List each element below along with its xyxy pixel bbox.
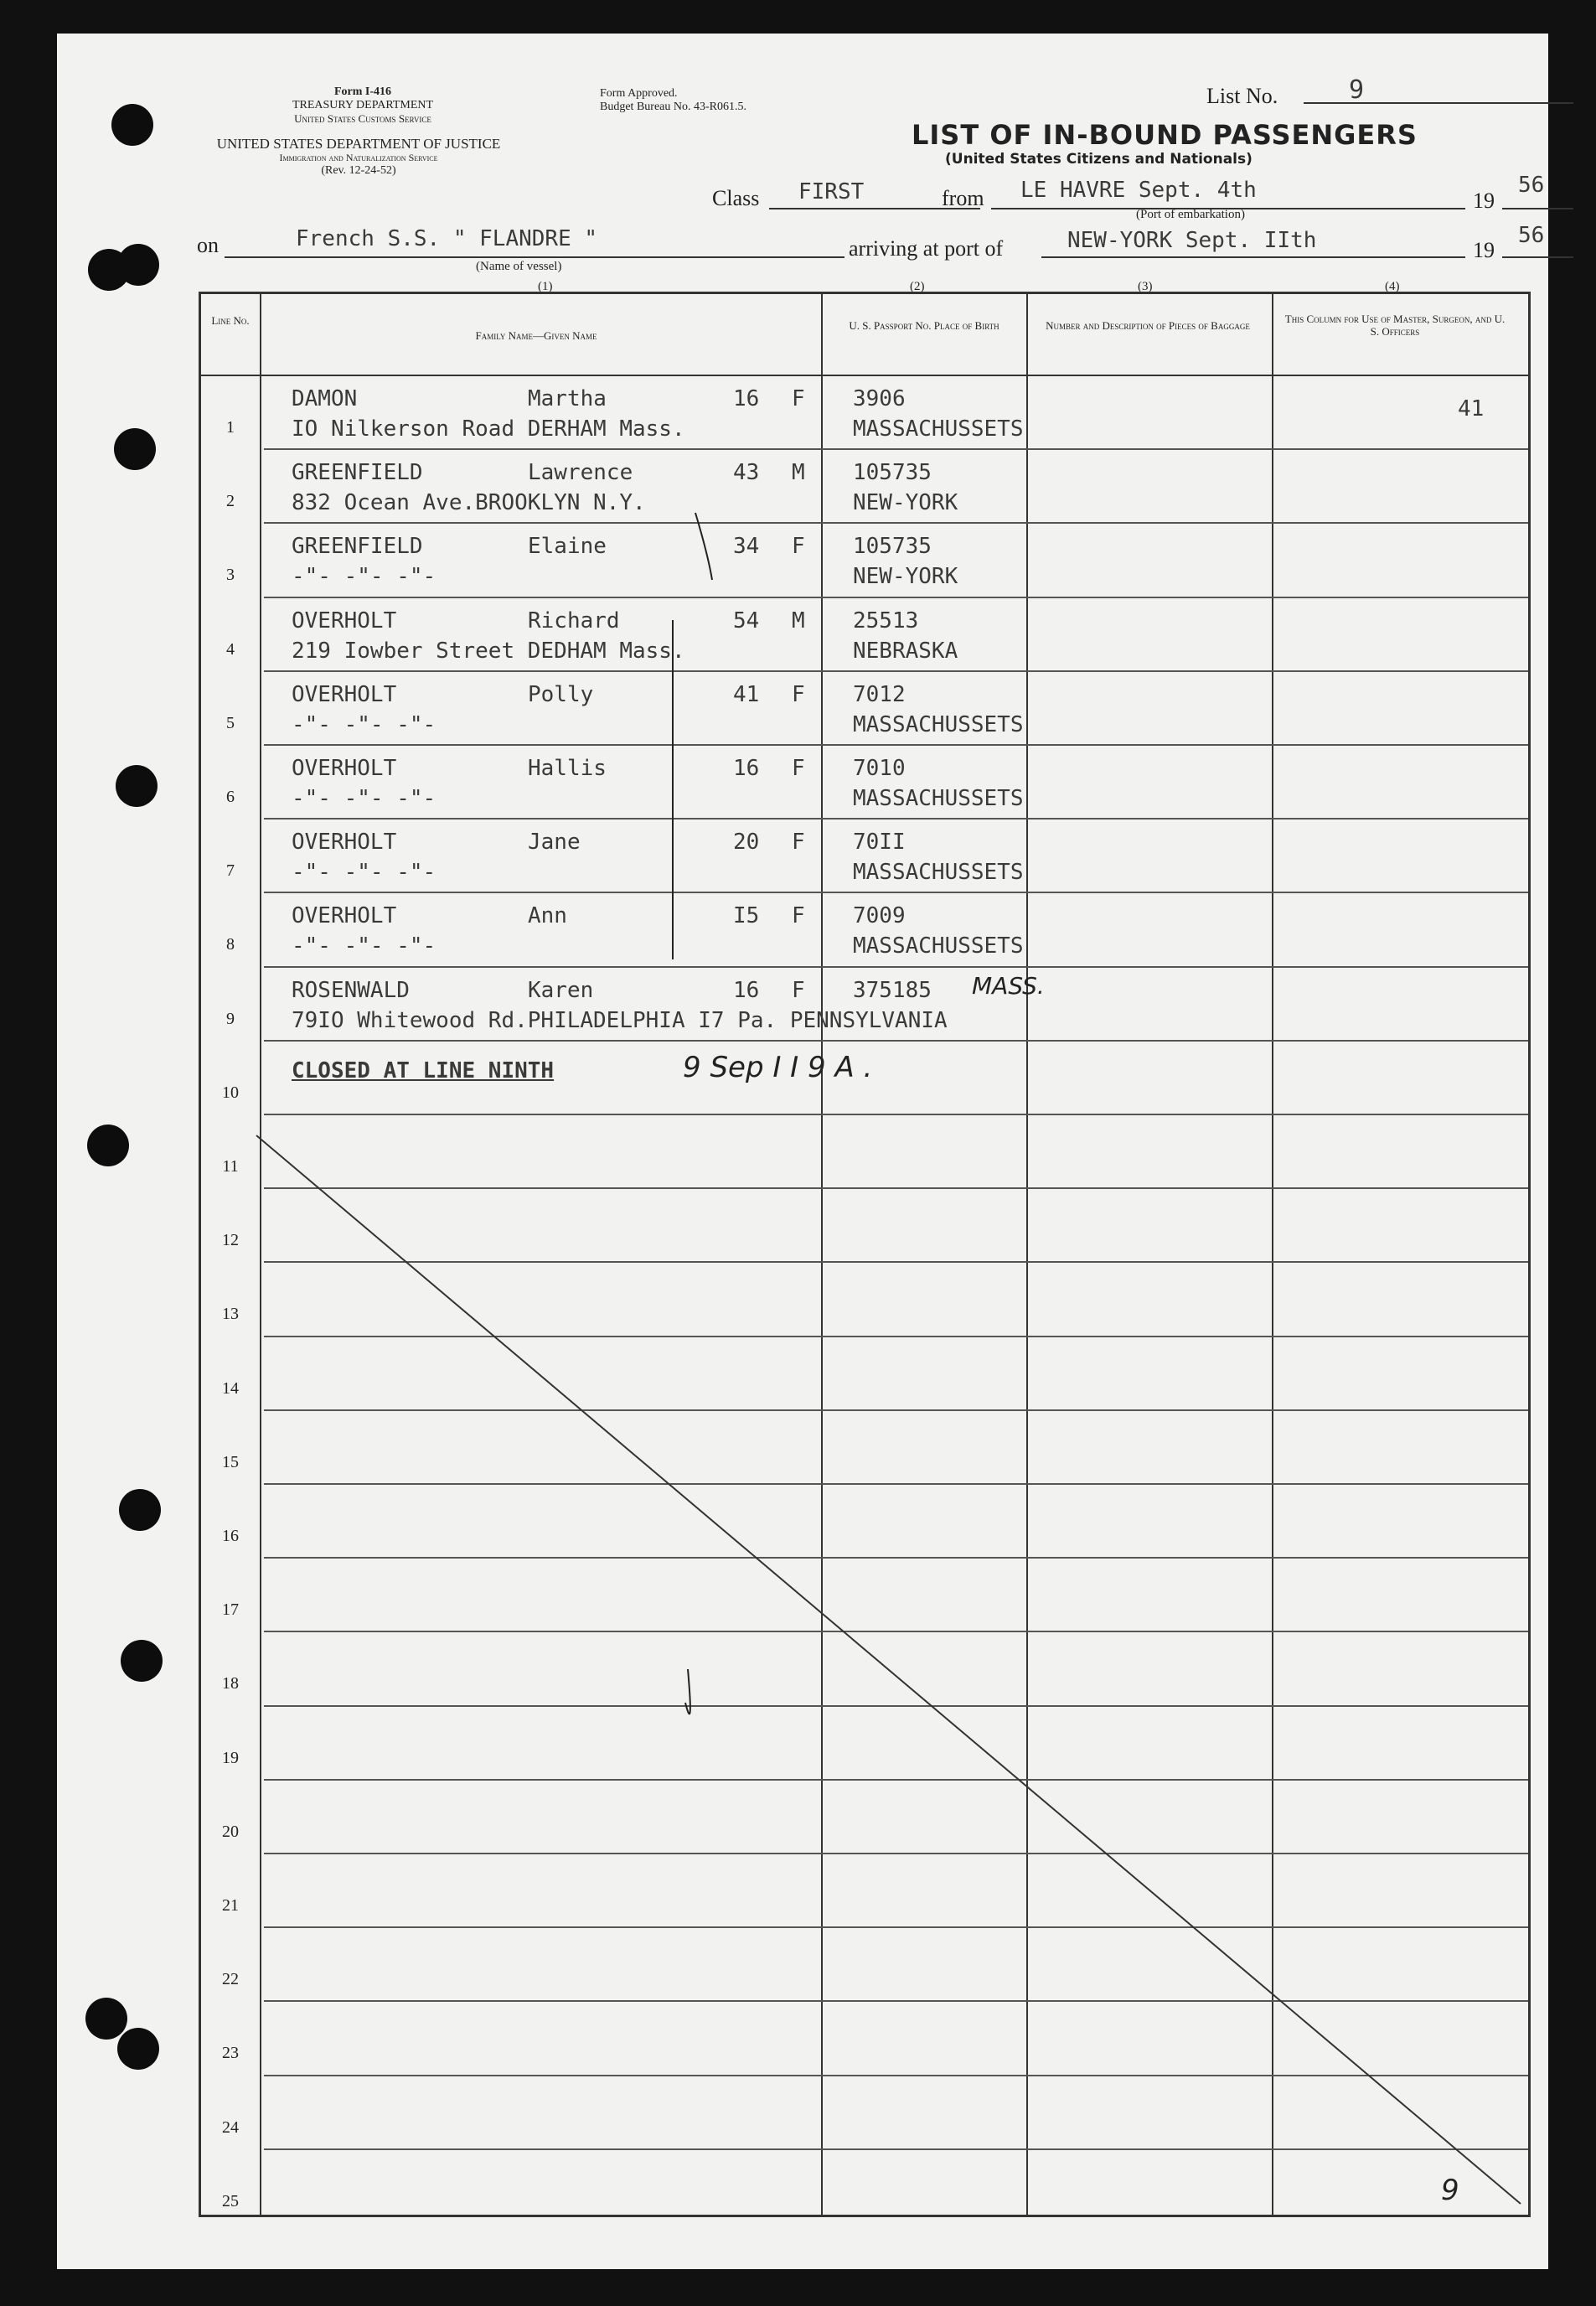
from-value: LE HAVRE Sept. 4th <box>1020 178 1257 203</box>
revision-label: (Rev. 12-24-52) <box>321 164 396 177</box>
line-number: 5 <box>226 713 235 732</box>
passenger-address: -"- -"- -"- <box>292 564 436 590</box>
line-number: 15 <box>222 1452 239 1471</box>
class-label: Class <box>712 186 760 210</box>
passenger-family-name: GREENFIELD <box>292 534 423 560</box>
vessel-caption: (Name of vessel) <box>476 260 562 273</box>
place-of-birth: MASSACHUSSETS <box>853 860 1024 886</box>
passenger-address: -"- -"- -"- <box>292 860 436 886</box>
col-header-baggage: Number and Description of Pieces of Baggage <box>1046 319 1250 332</box>
line-number: 13 <box>222 1305 239 1324</box>
passenger-given-name: Elaine <box>528 534 607 560</box>
passenger-given-name: Richard <box>528 608 620 633</box>
treasury-label: TREASURY DEPARTMENT <box>292 99 434 111</box>
list-no-value: 9 <box>1349 75 1365 105</box>
passenger-address: -"- -"- -"- <box>292 786 436 811</box>
passenger-given-name: Jane <box>528 830 581 856</box>
passenger-sex: F <box>792 977 805 1003</box>
closing-statement: CLOSED AT LINE NINTH <box>292 1057 555 1083</box>
line-number: 20 <box>222 1822 239 1841</box>
line-number: 24 <box>222 2117 239 2137</box>
strike-through-line <box>256 1135 1521 2204</box>
page-title: LIST OF IN-BOUND PASSENGERS <box>912 119 1418 151</box>
line-number: 4 <box>226 639 235 659</box>
place-of-birth: MASSACHUSSETS <box>853 933 1024 959</box>
port-embarkation-caption: (Port of embarkation) <box>1136 208 1245 221</box>
place-of-birth: MASSACHUSSETS <box>853 711 1024 737</box>
passport-number: 7012 <box>853 681 906 707</box>
place-of-birth: NEBRASKA <box>853 638 958 664</box>
passenger-family-name: ROSENWALD <box>292 977 410 1003</box>
list-no-label: List No. <box>1206 84 1278 108</box>
passenger-sex: F <box>792 830 805 856</box>
passenger-address: 219 Iowber Street DEDHAM Mass. <box>292 638 685 664</box>
arrival-value: NEW-YORK Sept. IIth <box>1067 228 1317 253</box>
passenger-sex: F <box>792 534 805 560</box>
passenger-age: 16 <box>733 756 760 781</box>
passenger-family-name: OVERHOLT <box>292 903 397 929</box>
passenger-sex: F <box>792 681 805 707</box>
from-label: from <box>942 186 984 210</box>
passenger-age: 43 <box>733 460 760 486</box>
line-number: 2 <box>226 492 235 511</box>
line-number: 17 <box>222 1600 239 1620</box>
passenger-age: 16 <box>733 977 760 1003</box>
passenger-family-name: OVERHOLT <box>292 681 397 707</box>
line-number: 10 <box>222 1083 239 1102</box>
passenger-sex: M <box>792 460 805 486</box>
passenger-address: -"- -"- -"- <box>292 711 436 737</box>
passenger-age: 54 <box>733 608 760 633</box>
ins-label: Immigration and Naturalization Service <box>279 152 438 163</box>
col-header-officers: This Column for Use of Master, Surgeon, and U. S. Officers <box>1284 313 1506 338</box>
customs-label: United States Customs Service <box>294 112 431 125</box>
place-of-birth: MASSACHUSSETS <box>853 786 1024 811</box>
line-number: 21 <box>222 1896 239 1915</box>
class-value: FIRST <box>798 179 865 204</box>
column-number-2: (2) <box>910 280 925 293</box>
passenger-given-name: Hallis <box>528 756 607 781</box>
passenger-age: I5 <box>733 903 760 929</box>
on-label: on <box>197 233 219 257</box>
budget-label: Budget Bureau No. 43-R061.5. <box>600 101 746 113</box>
passenger-given-name: Karen <box>528 977 594 1003</box>
line-number: 22 <box>222 1970 239 1989</box>
passenger-given-name: Martha <box>528 386 607 411</box>
passport-number: 3906 <box>853 386 906 411</box>
handwritten-corner-mark: 9 <box>1441 2174 1459 2207</box>
column-number-4: (4) <box>1385 280 1400 293</box>
passenger-age: 41 <box>733 681 760 707</box>
handwritten-mass: MASS. <box>972 972 1045 1000</box>
column-number-3: (3) <box>1138 280 1153 293</box>
passport-number: 25513 <box>853 608 919 633</box>
passport-number: 105735 <box>853 460 932 486</box>
passenger-address: 832 Ocean Ave.BROOKLYN N.Y. <box>292 490 646 516</box>
passenger-sex: F <box>792 903 805 929</box>
passport-number: 375185 <box>853 977 932 1003</box>
place-of-birth: NEW-YORK <box>853 490 958 516</box>
passenger-family-name: OVERHOLT <box>292 756 397 781</box>
passenger-family-name: OVERHOLT <box>292 608 397 633</box>
line-number: 9 <box>226 1009 235 1028</box>
justice-label: UNITED STATES DEPARTMENT OF JUSTICE <box>216 136 501 152</box>
line-number: 16 <box>222 1527 239 1545</box>
column-number-1: (1) <box>538 280 553 293</box>
passenger-given-name: Ann <box>528 903 567 929</box>
passenger-given-name: Polly <box>528 681 594 707</box>
passenger-family-name: DAMON <box>292 386 358 411</box>
passenger-family-name: GREENFIELD <box>292 460 423 486</box>
passenger-sex: F <box>792 386 805 411</box>
form-number: Form I-416 <box>333 85 392 98</box>
passenger-address: IO Nilkerson Road DERHAM Mass. <box>292 416 685 442</box>
col-header-line-no: Line No. <box>211 314 250 327</box>
passenger-given-name: Lawrence <box>528 460 633 486</box>
approved-label: Form Approved. <box>600 87 678 100</box>
passenger-address: -"- -"- -"- <box>292 933 436 959</box>
arriving-label: arriving at port of <box>849 236 1004 261</box>
year-prefix: 19 <box>1473 189 1495 213</box>
line-number: 19 <box>222 1748 239 1767</box>
line-number: 11 <box>222 1157 239 1176</box>
handwritten-closing-date: 9 Sep I I 9 A . <box>683 1051 873 1084</box>
line-number: 23 <box>222 2044 239 2063</box>
passport-number: 105735 <box>853 534 932 560</box>
year-prefix-arrival: 19 <box>1473 238 1495 262</box>
line-number: 14 <box>222 1378 239 1398</box>
passenger-sex: F <box>792 756 805 781</box>
line-number: 7 <box>226 861 235 881</box>
col-header-name: Family Name—Given Name <box>475 329 597 342</box>
line-number: 3 <box>226 566 235 585</box>
place-of-birth: NEW-YORK <box>853 564 958 590</box>
line-number: 8 <box>226 935 235 954</box>
page-subtitle: (United States Citizens and Nationals) <box>945 151 1253 168</box>
line-number: 12 <box>222 1231 239 1250</box>
bracket-mark <box>673 513 712 1714</box>
passport-number: 7009 <box>853 903 906 929</box>
line-number: 1 <box>226 418 235 437</box>
vessel-name: French S.S. " FLANDRE " <box>296 226 598 251</box>
year-from: 56 <box>1518 173 1545 198</box>
passenger-age: 16 <box>733 386 760 411</box>
line-number: 25 <box>222 2191 239 2210</box>
passenger-age: 20 <box>733 830 760 856</box>
officer-note: 41 <box>1458 396 1485 421</box>
year-arrival: 56 <box>1518 223 1545 248</box>
col-header-passport: U. S. Passport No. Place of Birth <box>849 319 999 332</box>
line-number: 18 <box>222 1674 239 1693</box>
passenger-sex: M <box>792 608 805 633</box>
line-number: 6 <box>226 788 235 806</box>
passenger-age: 34 <box>733 534 760 560</box>
passenger-family-name: OVERHOLT <box>292 830 397 856</box>
passport-number: 70II <box>853 830 906 856</box>
passport-number: 7010 <box>853 756 906 781</box>
passenger-address: 79IO Whitewood Rd.PHILADELPHIA I7 Pa. PENNSYLVANIA <box>292 1007 948 1033</box>
place-of-birth: MASSACHUSSETS <box>853 416 1024 442</box>
